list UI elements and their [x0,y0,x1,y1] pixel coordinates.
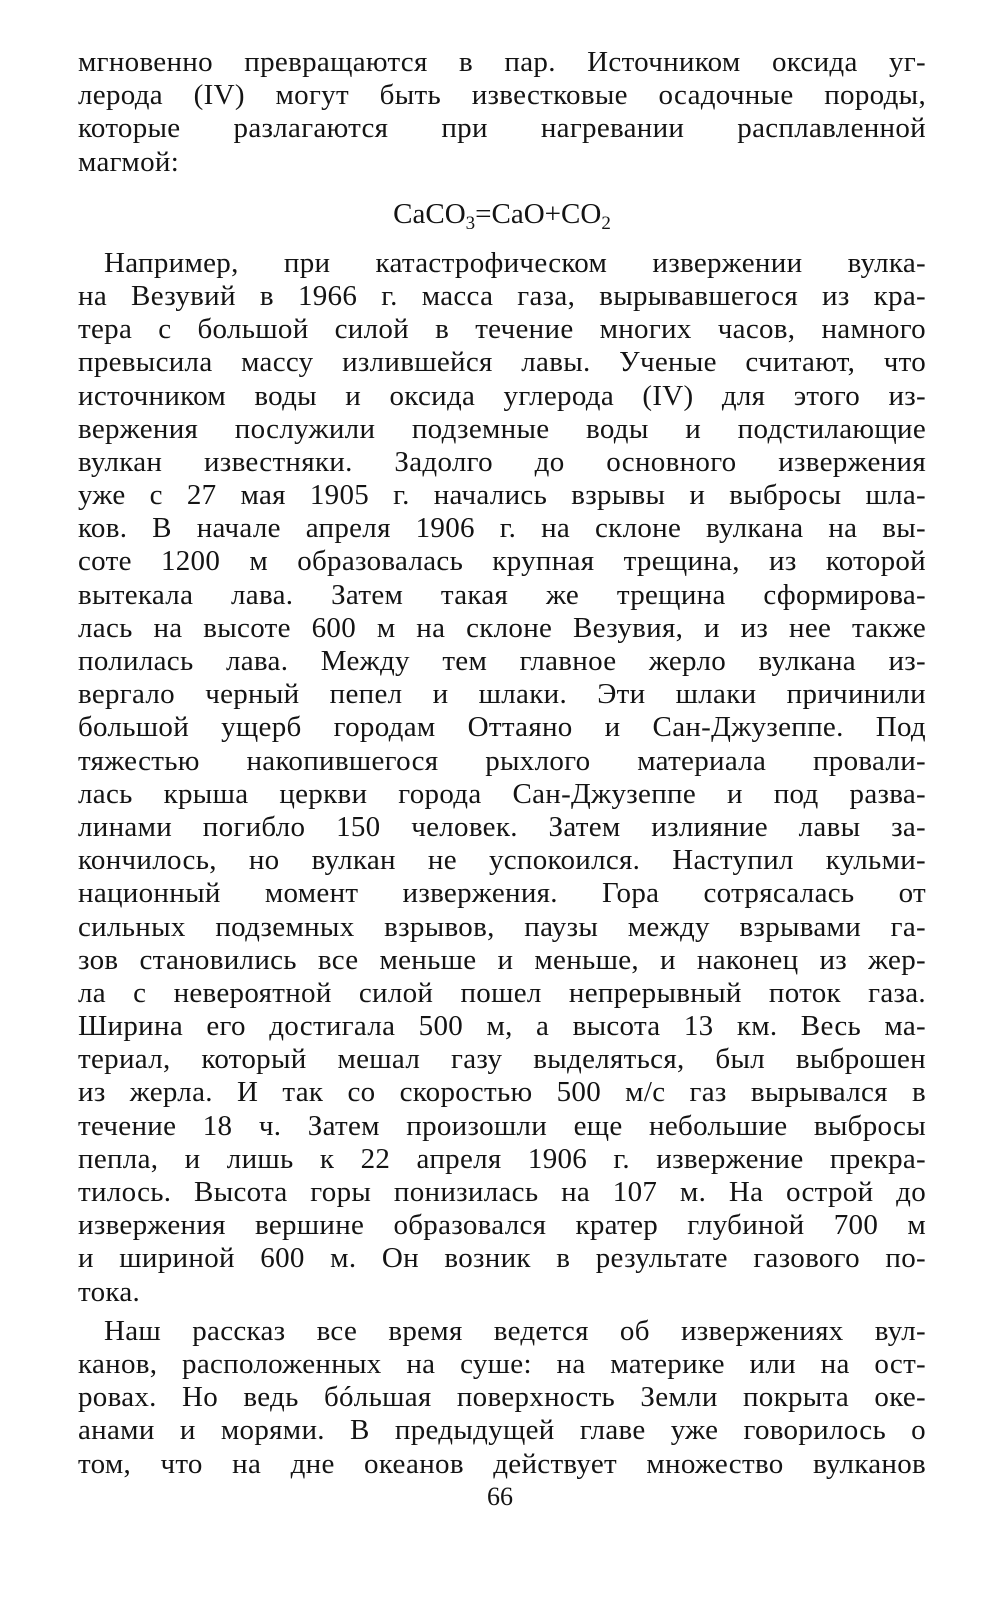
text-line: вержения послужили подземные воды и подстилающие [78,412,926,445]
formula-part: =CaO+CO [475,197,602,230]
text-line: вулкан известняки. Задолго до основного извержения [78,445,926,478]
text-line: Наш рассказ все время ведется об извержениях вул- [104,1314,926,1347]
formula-part: CaCO [393,197,466,230]
text-line: мгновенно превращаются в пар. Источником оксида уг- [78,46,926,78]
paragraph-1 [78,46,926,179]
page-body [78,46,926,1546]
text-line: лась на высоте 600 м на склоне Везувия, и из нее также [78,611,926,644]
page-number: 66 [487,1482,513,1511]
text-line: линами погибло 150 человек. Затем излияние лавы за- [78,810,926,843]
text-line: вытекала лава. Затем такая же трещина сформирова- [78,578,926,611]
text-line: магмой: [78,145,180,178]
text-line: том, что на дне океанов действует множество вулканов [78,1447,926,1480]
text-line: тока. [78,1275,141,1308]
text-line: из жерла. И так со скоростью 500 м/с газ вырывался в [78,1076,926,1109]
chemical-equation [78,187,926,241]
text-line: ков. В начале апреля 1906 г. на склоне вулкана на вы- [78,512,926,545]
text-line: вергало черный пепел и шлаки. Эти шлаки причинили [78,678,926,711]
formula-subscript: 2 [601,212,611,234]
paragraph-2 [78,247,926,1309]
text-line: национный момент извержения. Гора сотрясалась от [78,877,926,910]
text-line: териал, который мешал газу выделяться, был выброшен [78,1043,926,1076]
text-line: лась крыша церкви города Сан-Джузеппе и под разва- [78,777,926,810]
text-line: извержения вершине образовался кратер глубиной 700 м [78,1209,926,1242]
text-line: соте 1200 м образовалась крупная трещина, из которой [78,545,926,578]
text-line: тилось. Высота горы понизилась на 107 м. На острой до [78,1176,926,1208]
text-line: ла с невероятной силой пошел непрерывный поток газа. [78,976,926,1009]
text-line: тера с большой силой в течение многих часов, намного [78,313,926,346]
text-line: большой ущерб городам Оттаяно и Сан-Джузеппе. Под [78,711,926,744]
text-line: канов, расположенных на суше: на материке или на ост- [78,1347,926,1380]
text-line: Например, при катастрофическом извержении вулка- [104,246,926,279]
text-line: и шириной 600 м. Он возник в результате газового по- [78,1242,926,1275]
text-line: зов становились все меньше и меньше, и наконец из жер- [78,943,926,976]
text-line: превысила массу излившейся лавы. Ученые считают, что [78,346,926,379]
text-line: течение 18 ч. Затем произошли еще небольшие выбросы [78,1109,926,1142]
text-line: ровах. Но ведь бóльшая поверхность Земли покрыта оке- [78,1381,926,1414]
text-line: источником воды и оксида углерода (IV) для этого из- [78,379,926,412]
paragraph-3 [78,1315,926,1481]
text-line: сильных подземных взрывов, паузы между взрывами га- [78,910,926,943]
text-line: пепла, и лишь к 22 апреля 1906 г. извержение прекра- [78,1142,926,1175]
text-line: Ширина его достигала 500 м, а высота 13 км. Весь ма- [78,1010,926,1043]
text-line: кончилось, но вулкан не успокоился. Наступил кульми- [78,844,926,877]
text-line: полилась лава. Между тем главное жерло вулкана из- [78,645,926,677]
text-line: анами и морями. В предыдущей главе уже говорилось о [78,1414,926,1447]
text-line: на Везувий в 1966 г. масса газа, вырывавшегося из кра- [78,279,926,312]
text-line: тяжестью накопившегося рыхлого материала провали- [78,744,926,777]
text-line: уже с 27 мая 1905 г. начались взрывы и выбросы шла- [78,479,926,512]
text-line: лерода (IV) могут быть известковые осадочные породы, [78,79,926,112]
formula-subscript: 3 [465,212,476,234]
text-line: которые разлагаются при нагревании расплавленной [78,112,926,145]
